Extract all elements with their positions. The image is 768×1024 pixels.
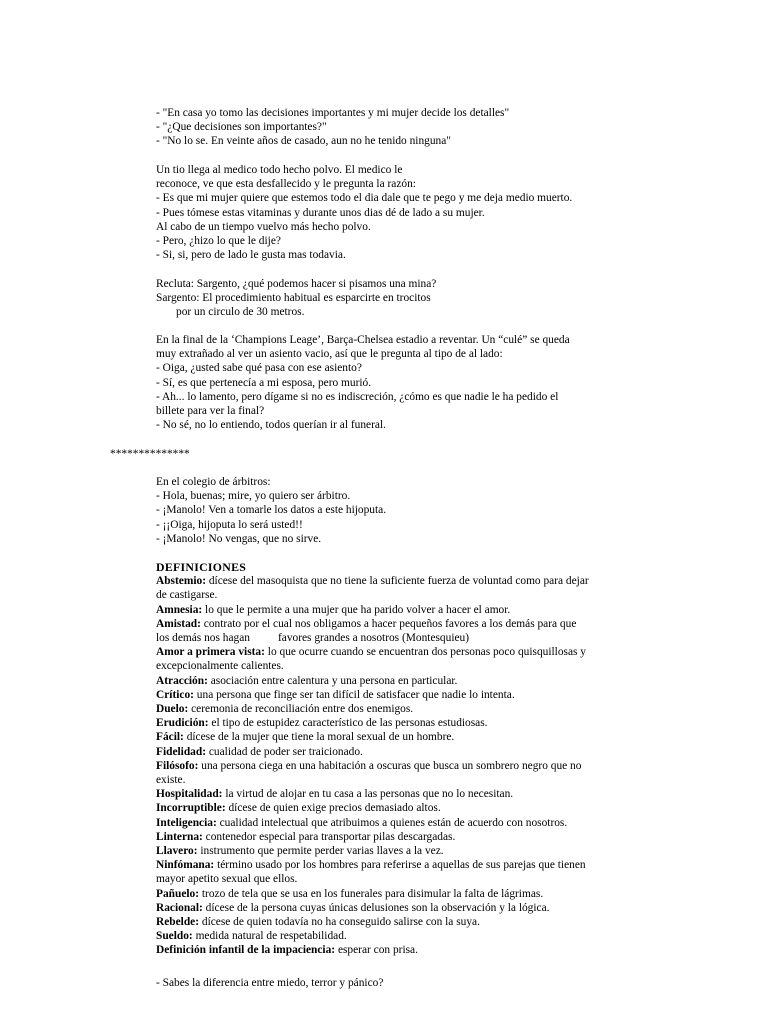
definition-line — [156, 929, 656, 943]
definition-text: una persona ciega en una habitación a oscuras que busca un sombrero negro que no — [198, 759, 582, 772]
definition-text: los demás nos hagan — [156, 632, 250, 645]
definition-text: trozo de tela que se usa en los funerales para disimular la falta de lágrimas. — [199, 887, 544, 900]
joke-recruit — [156, 277, 656, 320]
definition-text: una persona que finge ser tan difícil de satisfacer que nadie lo intenta. — [193, 688, 515, 701]
definition-line — [156, 943, 656, 957]
definition-line — [156, 702, 656, 716]
separator: ************** — [110, 448, 190, 460]
definition-line — [156, 801, 656, 815]
text-line: En la final de la ‘Champions Leage’, Barça-Chelsea estadio a reventar. Un “culé” se queda — [156, 334, 570, 346]
definition-text: dícese de la persona cuyas únicas delusiones son la observación y la lógica. — [202, 901, 550, 914]
definition-term: Hospitalidad: — [156, 788, 223, 801]
definition-item — [156, 645, 656, 673]
text-line: - ¡Manolo! No vengas, que no sirve. — [156, 532, 322, 545]
definition-line — [156, 674, 656, 688]
definition-text: contenedor especial para transportar pilas descargadas. — [202, 830, 456, 843]
closing-line: - Sabes la diferencia entre miedo, terror y pánico? — [156, 977, 384, 989]
definition-text: dícese de quien todavía no ha conseguido salirse con la suya. — [199, 916, 480, 929]
definitions-list — [156, 574, 656, 957]
definition-term: Duelo: — [156, 703, 189, 716]
definition-text: la virtud de alojar en tu casa a las personas que no lo necesitan. — [222, 788, 514, 801]
definition-text: término usado por los hombres para referirse a aquellas de sus parejas que tienen — [214, 859, 586, 872]
definition-term: Definición infantil de la impaciencia: — [156, 944, 336, 957]
text-line: - "¿Que decisiones son importantes?" — [156, 121, 327, 134]
definition-line — [156, 915, 656, 929]
text-line: - "No lo se. En veinte años de casado, aun no he tenido ninguna" — [156, 135, 451, 148]
definition-line — [156, 887, 656, 901]
text-line: muy extrañado al ver un asiento vacio, así que le pregunta al tipo de al lado: — [156, 348, 503, 361]
definition-continuation — [156, 631, 656, 645]
definition-term: Llavero: — [156, 845, 198, 858]
text-line: por un circulo de 30 metros. — [176, 306, 305, 319]
definition-line — [156, 574, 656, 588]
definition-item — [156, 801, 656, 815]
definition-term: Amistad: — [156, 617, 201, 630]
definition-term: Amor a primera vista: — [156, 646, 265, 659]
definition-term: Linterna: — [156, 830, 203, 843]
definition-line — [156, 730, 656, 744]
definition-text: esperar con prisa. — [335, 944, 418, 957]
definition-item — [156, 816, 656, 830]
definition-term: Sueldo: — [156, 930, 193, 943]
definition-line — [156, 759, 656, 773]
text-line: - "En casa yo tomo las decisiones importantes y mi mujer decide los detalles" — [156, 107, 510, 119]
definition-item — [156, 759, 656, 787]
text-line: Recluta: Sargento, ¿qué podemos hacer si pisamos una mina? — [156, 278, 437, 290]
definition-item — [156, 787, 656, 801]
definition-line — [156, 844, 656, 858]
definition-term: Atracción: — [156, 674, 208, 687]
definition-term: Rebelde: — [156, 916, 200, 929]
text-line: - Pero, ¿hizo lo que le dije? — [156, 235, 281, 248]
definition-text: asociación entre calentura y una persona en particular. — [207, 674, 458, 687]
definition-text: excepcionalmente calientes. — [156, 660, 284, 673]
definition-continuation — [156, 659, 656, 673]
text-line: Un tio llega al medico todo hecho polvo. El medico le — [156, 164, 403, 176]
text-line: - Si, si, pero de lado le gusta mas todavia. — [156, 249, 346, 262]
definition-item — [156, 929, 656, 943]
definition-item — [156, 943, 656, 957]
definition-text: cualidad de poder ser traicionado. — [206, 745, 363, 758]
definition-item — [156, 745, 656, 759]
definition-item — [156, 617, 656, 645]
definition-line — [156, 645, 656, 659]
definition-term: Crítico: — [156, 688, 194, 701]
definition-term: Ninfómana: — [156, 859, 215, 872]
definition-text: existe. — [156, 774, 186, 787]
definition-continuation — [156, 872, 656, 886]
definitions-section — [156, 560, 656, 958]
text-line: - Hola, buenas; mire, yo quiero ser árbitro. — [156, 490, 351, 503]
definition-line — [156, 617, 656, 631]
joke-decisions — [156, 106, 656, 149]
definition-text: dícese de la mujer que tiene la moral sexual de un hombre. — [183, 731, 455, 744]
definition-item — [156, 830, 656, 844]
definition-line — [156, 787, 656, 801]
definitions-heading: DEFINICIONES — [156, 560, 247, 574]
definition-text: favores grandes a nosotros (Montesquieu) — [277, 632, 470, 645]
text-line: - ¡¡Oiga, hijoputa lo será usted!! — [156, 518, 303, 531]
definition-text: lo que ocurre cuando se encuentran dos personas poco quisquillosas y — [264, 646, 587, 659]
text-line: - No sé, no lo entiendo, todos querían ir al funeral. — [156, 419, 386, 432]
definition-term: Amnesia: — [156, 603, 203, 616]
text-line: - Pues tómese estas vitaminas y durante unos dias dé de lado a su mujer. — [156, 206, 485, 219]
definition-line — [156, 816, 656, 830]
text-line: - Es que mi mujer quiere que estemos todo el dia dale que te pego y me deja medio muerto. — [156, 192, 573, 205]
definition-item — [156, 730, 656, 744]
text-line: - Sí, es que pertenecía a mi esposa, pero murió. — [156, 376, 372, 389]
definition-term: Filósofo: — [156, 759, 199, 772]
joke-doctor — [156, 163, 656, 262]
definition-continuation — [156, 773, 656, 787]
definition-line — [156, 603, 656, 617]
text-line: reconoce, ve que esta desfallecido y le pregunta la razón: — [156, 178, 416, 191]
definition-item — [156, 688, 656, 702]
definition-text: mayor apetito sexual que ellos. — [156, 873, 298, 886]
definition-text: dícese del masoquista que no tiene la suficiente fuerza de voluntad como para dejar — [205, 575, 589, 588]
definition-term: Inteligencia: — [156, 816, 217, 829]
definition-text: el tipo de estupidez característico de las personas estudiosas. — [208, 717, 488, 730]
definition-term: Incorruptible: — [156, 802, 226, 815]
definition-item — [156, 844, 656, 858]
text-line: - ¡Manolo! Ven a tomarle los datos a este hijoputa. — [156, 504, 387, 517]
definition-term: Erudición: — [156, 717, 209, 730]
definition-item — [156, 574, 656, 602]
definition-text: medida natural de respetabilidad. — [192, 930, 347, 943]
definition-item — [156, 716, 656, 730]
definition-text: lo que le permite a una mujer que ha parido volver a hacer el amor. — [202, 603, 511, 616]
definition-term: Abstemio: — [156, 575, 206, 588]
definition-continuation — [156, 588, 656, 602]
definition-line — [156, 830, 656, 844]
definition-term: Racional: — [156, 901, 203, 914]
definition-text: de castigarse. — [156, 589, 218, 602]
definition-text: ceremonia de reconciliación entre dos enemigos. — [188, 703, 414, 716]
definition-item — [156, 702, 656, 716]
definition-line — [156, 858, 656, 872]
definition-item — [156, 915, 656, 929]
definition-text: contrato por el cual nos obligamos a hacer pequeños favores a los demás para que — [200, 617, 577, 630]
text-line: Sargento: El procedimiento habitual es esparcirte en trocitos — [156, 292, 431, 305]
definition-text: dícese de quien exige precios demasiado altos. — [225, 802, 441, 815]
definition-item — [156, 887, 656, 901]
text-line: Al cabo de un tiempo vuelvo más hecho polvo. — [156, 220, 371, 233]
definition-term: Fidelidad: — [156, 745, 207, 758]
text-line: - Ah... lo lamento, pero dígame si no es indiscreción, ¿cómo es que nadie le ha pedido el — [156, 390, 559, 403]
definition-item — [156, 858, 656, 886]
definition-item — [156, 674, 656, 688]
definition-line — [156, 745, 656, 759]
joke-champions — [156, 333, 656, 432]
definition-item — [156, 603, 656, 617]
definition-text: cualidad intelectual que atribuimos a quienes están de acuerdo con nosotros. — [216, 816, 568, 829]
text-line: - Oiga, ¿usted sabe qué pasa con ese asiento? — [156, 362, 362, 375]
definition-item — [156, 901, 656, 915]
text-line: billete para ver la final? — [156, 405, 265, 418]
definition-text: instrumento que permite perder varias llaves a la vez. — [197, 845, 444, 858]
definition-term: Fácil: — [156, 731, 184, 744]
definition-line — [156, 716, 656, 730]
definition-line — [156, 688, 656, 702]
definition-line — [156, 901, 656, 915]
definition-term: Pañuelo: — [156, 887, 200, 900]
joke-referee — [156, 475, 656, 546]
text-line: En el colegio de árbitros: — [156, 476, 271, 488]
